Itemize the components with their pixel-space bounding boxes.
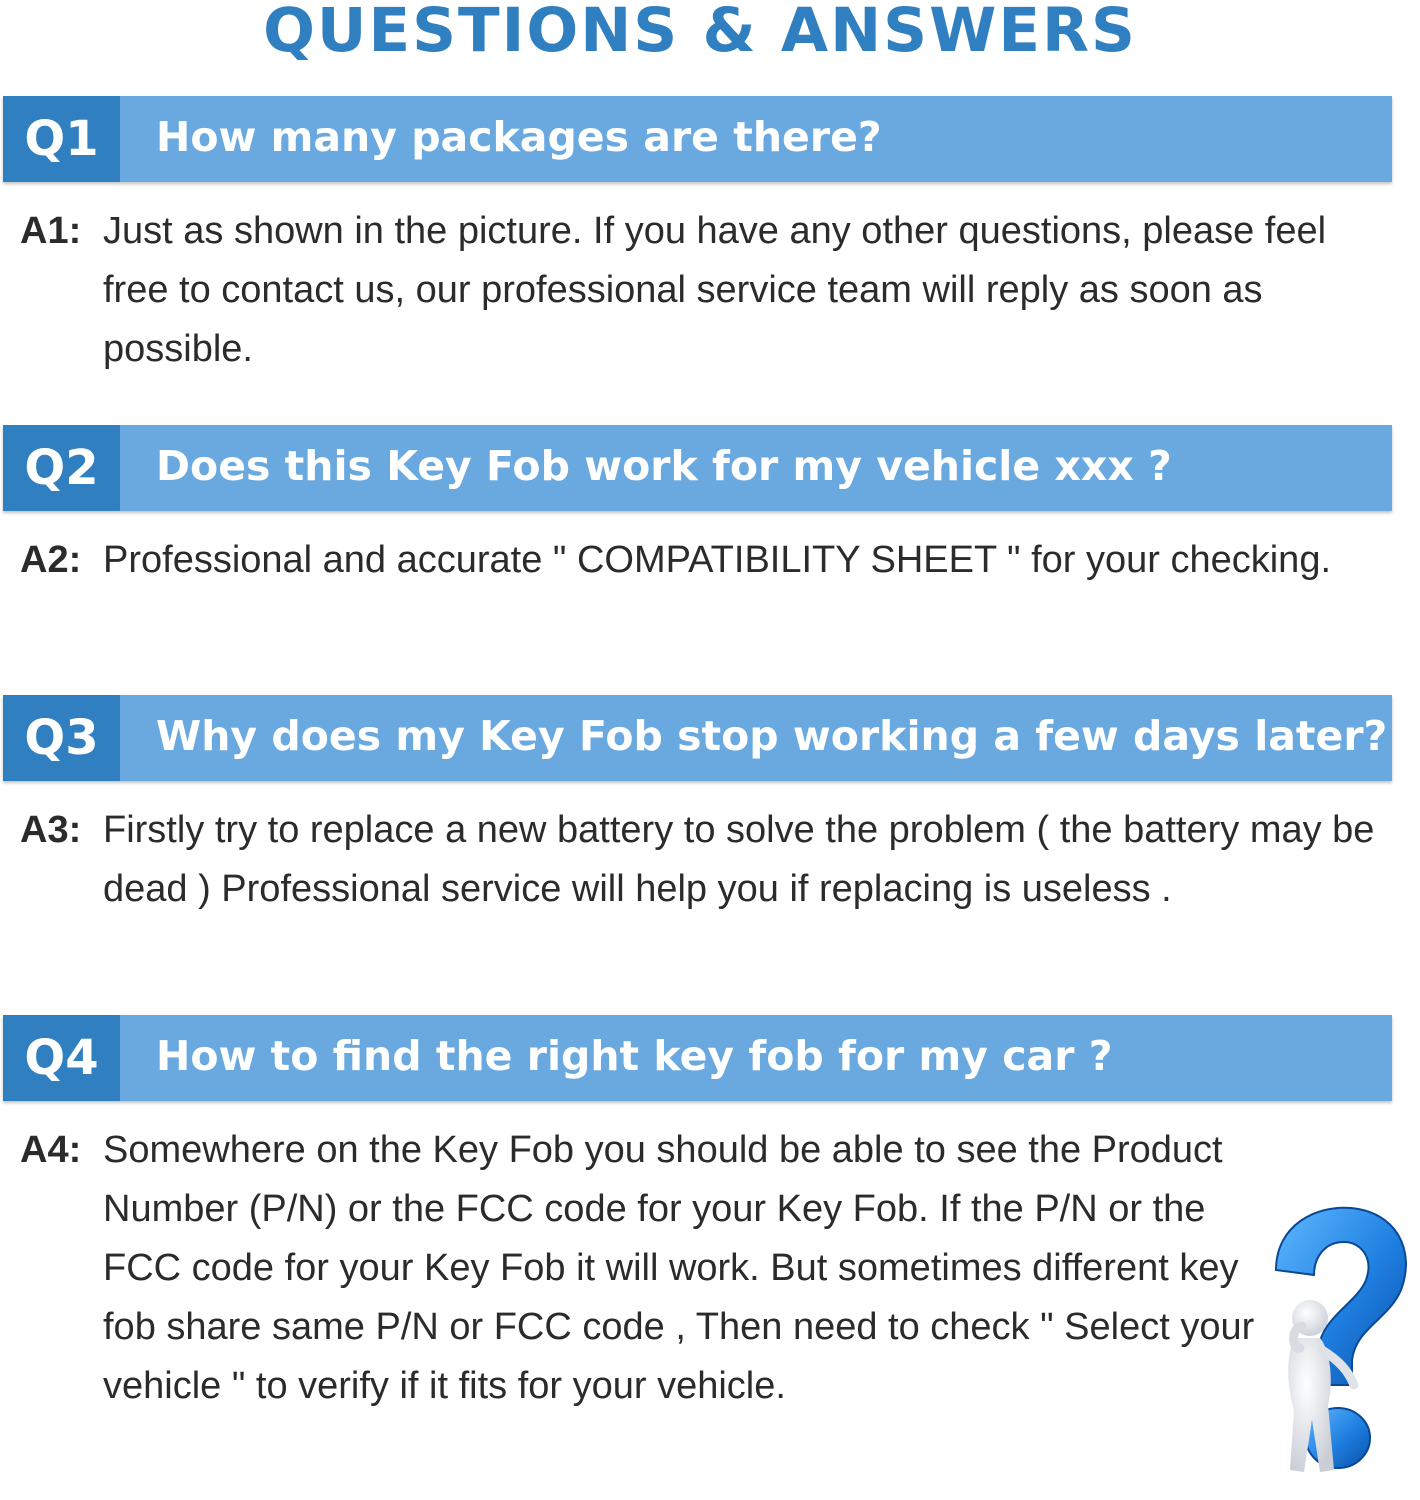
question-bar-4 <box>3 1015 1392 1101</box>
question-text-3: Why does my Key Fob stop working a few days later? <box>156 712 1388 760</box>
question-label-2: Q2 <box>3 425 120 511</box>
answer-text-2: Professional and accurate " COMPATIBILITY SHEET " for your checking. <box>103 539 1332 581</box>
question-bar-3 <box>3 695 1392 781</box>
question-bar-1 <box>3 96 1392 182</box>
question-text-2: Does this Key Fob work for my vehicle xxx ? <box>156 442 1172 490</box>
page-title: QUESTIONS & ANSWERS <box>263 0 1137 66</box>
question-text-4: How to find the right key fob for my car ? <box>156 1032 1113 1080</box>
question-bar-2 <box>3 425 1392 511</box>
answer-text-4: Somewhere on the Key Fob you should be able to see the Product Number (P/N) or the FCC code for your Key Fob. If the P/N or the FCC code for your Key Fob it will work. But sometimes different key fob share same P/N or FCC code , Then need to check " Select your vehicle " to verify if it fits for your vehicle. <box>103 1129 1255 1407</box>
question-text-1: How many packages are there? <box>156 113 882 161</box>
answer-text-1: Just as shown in the picture. If you have any other questions, please feel free to contact us, our professional service team will reply as soon as possible. <box>103 210 1327 370</box>
question-label-3: Q3 <box>3 695 120 781</box>
answer-text-3: Firstly try to replace a new battery to solve the problem ( the battery may be dead ) Professional service will help you if replacing is useless . <box>103 809 1375 910</box>
question-label-4: Q4 <box>3 1015 120 1101</box>
question-mark-figure-icon <box>1256 1200 1416 1490</box>
answer-label-2: A2: <box>20 539 82 581</box>
answer-label-1: A1: <box>20 210 82 252</box>
question-label-1: Q1 <box>3 96 120 182</box>
answer-label-3: A3: <box>20 809 82 851</box>
answer-label-4: A4: <box>20 1129 82 1171</box>
